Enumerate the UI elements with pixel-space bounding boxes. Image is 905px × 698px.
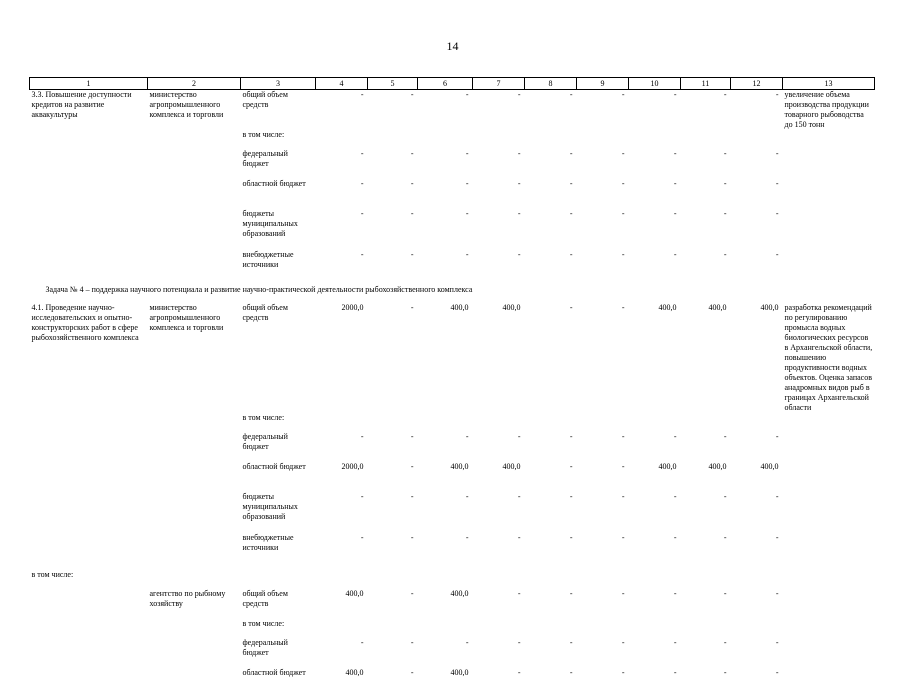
column-number-13: 13: [783, 78, 875, 90]
value-cell-col-9: -: [577, 303, 629, 413]
executor-cell: [148, 492, 241, 533]
value-cell-col-9: [577, 413, 629, 432]
task-heading-row: [30, 278, 875, 303]
expected-result-cell: [783, 619, 875, 638]
value-cell-col-11: -: [681, 209, 731, 250]
value-cell-col-7: -: [473, 432, 525, 462]
column-number-12: 12: [731, 78, 783, 90]
value-cell-col-7: 400,0: [473, 303, 525, 413]
funding-source-cell: общий объем средств: [241, 589, 316, 619]
expected-result-cell: [783, 250, 875, 278]
table-row: [30, 130, 875, 149]
executor-cell: [148, 638, 241, 668]
expected-result-cell: разработка рекомендаций по регулированию промысла водных биологических ресурсов в Архангельской области, повышению продуктивности водных объектов. Оценка запасов анадромных видов рыб в границах Архангельской области: [783, 303, 875, 413]
column-number-7: 7: [473, 78, 525, 90]
value-cell-col-7: -: [473, 533, 525, 561]
value-cell-col-10: -: [629, 209, 681, 250]
value-cell-col-11: -: [681, 492, 731, 533]
value-cell-col-9: -: [577, 432, 629, 462]
table-row: [30, 149, 875, 179]
column-number-1: 1: [30, 78, 148, 90]
measure-name-cell: 3.3. Повышение доступности кредитов на развитие аквакультуры: [30, 90, 148, 131]
value-cell-col-9: -: [577, 149, 629, 179]
column-number-4: 4: [316, 78, 368, 90]
value-cell-col-7: -: [473, 492, 525, 533]
value-cell-col-10: 400,0: [629, 462, 681, 492]
value-cell-col-9: -: [577, 589, 629, 619]
value-cell-col-6: [418, 130, 473, 149]
value-cell-col-5: -: [368, 589, 418, 619]
value-cell-col-12: -: [731, 492, 783, 533]
value-cell-col-8: -: [525, 492, 577, 533]
funding-source-cell: в том числе:: [241, 130, 316, 149]
value-cell-col-11: [681, 413, 731, 432]
value-cell-col-7: [473, 619, 525, 638]
value-cell-col-8: [525, 413, 577, 432]
value-cell-col-4: -: [316, 432, 368, 462]
expected-result-cell: [783, 209, 875, 250]
value-cell-col-8: -: [525, 462, 577, 492]
funding-source-cell: областной бюджет: [241, 668, 316, 698]
value-cell-col-11: -: [681, 432, 731, 462]
value-cell-col-11: [681, 619, 731, 638]
value-cell-col-5: -: [368, 303, 418, 413]
program-table: [29, 77, 875, 698]
value-cell-col-7: -: [473, 638, 525, 668]
measure-name-cell: [30, 209, 148, 250]
table-row: [30, 533, 875, 561]
value-cell-col-6: -: [418, 432, 473, 462]
value-cell-col-8: -: [525, 209, 577, 250]
value-cell-col-4: [316, 130, 368, 149]
value-cell-col-5: -: [368, 462, 418, 492]
funding-source-cell: внебюджетные источники: [241, 250, 316, 278]
funding-source-cell: в том числе:: [241, 413, 316, 432]
measure-name-cell: [30, 668, 148, 698]
value-cell-col-12: 400,0: [731, 462, 783, 492]
funding-source-cell: бюджеты муниципальных образований: [241, 209, 316, 250]
value-cell-col-8: -: [525, 303, 577, 413]
funding-source-cell: федеральный бюджет: [241, 149, 316, 179]
value-cell-col-8: -: [525, 432, 577, 462]
value-cell-col-5: -: [368, 668, 418, 698]
value-cell-col-12: -: [731, 179, 783, 209]
executor-cell: [148, 250, 241, 278]
value-cell-col-12: -: [731, 250, 783, 278]
column-number-6: 6: [418, 78, 473, 90]
value-cell-col-4: -: [316, 149, 368, 179]
value-cell-col-7: 400,0: [473, 462, 525, 492]
value-cell-col-5: [368, 619, 418, 638]
measure-name-cell: [30, 589, 148, 619]
value-cell-col-9: -: [577, 668, 629, 698]
executor-cell: [148, 668, 241, 698]
column-number-5: 5: [368, 78, 418, 90]
measure-name-cell: [30, 130, 148, 149]
value-cell-col-5: [368, 413, 418, 432]
value-cell-col-6: -: [418, 179, 473, 209]
value-cell-col-5: -: [368, 432, 418, 462]
value-cell-col-4: -: [316, 250, 368, 278]
executor-cell: [148, 533, 241, 561]
funding-source-cell: областной бюджет: [241, 462, 316, 492]
value-cell-col-6: -: [418, 492, 473, 533]
table-row: [30, 462, 875, 492]
value-cell-col-8: -: [525, 589, 577, 619]
funding-source-cell: федеральный бюджет: [241, 432, 316, 462]
measure-name-cell: [30, 462, 148, 492]
value-cell-col-4: -: [316, 179, 368, 209]
value-cell-col-10: -: [629, 179, 681, 209]
value-cell-col-6: 400,0: [418, 303, 473, 413]
value-cell-col-8: -: [525, 533, 577, 561]
value-cell-col-5: -: [368, 209, 418, 250]
funding-source-cell: общий объем средств: [241, 303, 316, 413]
table-row: [30, 250, 875, 278]
value-cell-col-6: [418, 413, 473, 432]
value-cell-col-11: 400,0: [681, 462, 731, 492]
page-number: 14: [0, 39, 905, 54]
value-cell-col-5: -: [368, 638, 418, 668]
value-cell-col-11: -: [681, 589, 731, 619]
value-cell-col-7: -: [473, 668, 525, 698]
executor-cell: [148, 619, 241, 638]
executor-cell: [148, 149, 241, 179]
value-cell-col-9: -: [577, 638, 629, 668]
task-heading: Задача № 4 – поддержка научного потенциала и развитие научно-практической деятельности рыбохозяйственного комплекса: [30, 278, 875, 303]
table-row: [30, 619, 875, 638]
value-cell-col-8: [525, 619, 577, 638]
measure-name-cell: [30, 250, 148, 278]
table-body: [30, 90, 875, 698]
value-cell-col-10: -: [629, 533, 681, 561]
measure-name-cell: [30, 492, 148, 533]
value-cell-col-12: -: [731, 589, 783, 619]
value-cell-col-9: [577, 130, 629, 149]
value-cell-col-7: -: [473, 589, 525, 619]
value-cell-col-5: [368, 130, 418, 149]
value-cell-col-5: -: [368, 533, 418, 561]
executor-cell: [148, 432, 241, 462]
column-number-10: 10: [629, 78, 681, 90]
table-row: [30, 432, 875, 462]
measure-name-cell: [30, 179, 148, 209]
value-cell-col-9: -: [577, 209, 629, 250]
value-cell-col-12: -: [731, 432, 783, 462]
measure-name-cell: [30, 638, 148, 668]
table-row: [30, 668, 875, 698]
value-cell-col-5: -: [368, 250, 418, 278]
value-cell-col-4: [316, 413, 368, 432]
value-cell-col-5: -: [368, 492, 418, 533]
value-cell-col-5: -: [368, 179, 418, 209]
value-cell-col-11: -: [681, 179, 731, 209]
value-cell-col-5: -: [368, 149, 418, 179]
column-number-8: 8: [525, 78, 577, 90]
table-row: [30, 638, 875, 668]
value-cell-col-6: -: [418, 250, 473, 278]
value-cell-col-7: -: [473, 179, 525, 209]
executor-cell: агентство по рыбному хозяйству: [148, 589, 241, 619]
funding-source-cell: в том числе:: [241, 619, 316, 638]
value-cell-col-10: -: [629, 668, 681, 698]
value-cell-col-6: 400,0: [418, 589, 473, 619]
value-cell-col-12: [731, 130, 783, 149]
column-number-3: 3: [241, 78, 316, 90]
value-cell-col-6: 400,0: [418, 462, 473, 492]
value-cell-col-4: 400,0: [316, 589, 368, 619]
value-cell-col-5: -: [368, 90, 418, 131]
value-cell-col-6: -: [418, 533, 473, 561]
column-number-9: 9: [577, 78, 629, 90]
executor-cell: [148, 413, 241, 432]
value-cell-col-8: -: [525, 250, 577, 278]
table-row: [30, 90, 875, 131]
value-cell-col-10: 400,0: [629, 303, 681, 413]
value-cell-col-11: -: [681, 668, 731, 698]
table-row: [30, 209, 875, 250]
value-cell-col-4: -: [316, 492, 368, 533]
value-cell-col-11: [681, 130, 731, 149]
value-cell-col-10: -: [629, 90, 681, 131]
measure-name-cell: 4.1. Проведение научно-исследовательских и опытно-конструкторских работ в сфере рыбохозяйственного комплекса: [30, 303, 148, 413]
table-row: [30, 303, 875, 413]
table-row: [30, 179, 875, 209]
value-cell-col-10: -: [629, 250, 681, 278]
value-cell-col-11: -: [681, 533, 731, 561]
expected-result-cell: [783, 492, 875, 533]
value-cell-col-12: -: [731, 209, 783, 250]
value-cell-col-9: -: [577, 179, 629, 209]
value-cell-col-4: 2000,0: [316, 303, 368, 413]
executor-cell: [148, 130, 241, 149]
value-cell-col-8: -: [525, 179, 577, 209]
table-row: [30, 413, 875, 432]
executor-cell: министерство агропромышленного комплекса и торговли: [148, 90, 241, 131]
executor-cell: министерство агропромышленного комплекса и торговли: [148, 303, 241, 413]
table-row: [30, 492, 875, 533]
value-cell-col-8: -: [525, 90, 577, 131]
column-number-2: 2: [148, 78, 241, 90]
value-cell-col-10: -: [629, 149, 681, 179]
subheading-row: [30, 561, 875, 589]
expected-result-cell: [783, 533, 875, 561]
value-cell-col-9: -: [577, 492, 629, 533]
expected-result-cell: увеличение объема производства продукции товарного рыбоводства до 150 тонн: [783, 90, 875, 131]
funding-source-cell: областной бюджет: [241, 179, 316, 209]
funding-source-cell: внебюджетные источники: [241, 533, 316, 561]
expected-result-cell: [783, 432, 875, 462]
funding-source-cell: общий объем средств: [241, 90, 316, 131]
value-cell-col-4: -: [316, 90, 368, 131]
value-cell-col-4: -: [316, 533, 368, 561]
expected-result-cell: [783, 589, 875, 619]
value-cell-col-8: -: [525, 149, 577, 179]
value-cell-col-8: [525, 130, 577, 149]
value-cell-col-10: [629, 130, 681, 149]
column-number-row: [30, 78, 875, 90]
value-cell-col-7: -: [473, 209, 525, 250]
measure-name-cell: [30, 149, 148, 179]
expected-result-cell: [783, 149, 875, 179]
value-cell-col-4: 400,0: [316, 668, 368, 698]
value-cell-col-11: -: [681, 90, 731, 131]
value-cell-col-9: -: [577, 462, 629, 492]
value-cell-col-9: -: [577, 533, 629, 561]
expected-result-cell: [783, 179, 875, 209]
value-cell-col-10: -: [629, 432, 681, 462]
value-cell-col-7: [473, 130, 525, 149]
value-cell-col-10: [629, 619, 681, 638]
value-cell-col-12: -: [731, 638, 783, 668]
subheading: в том числе:: [30, 561, 875, 589]
value-cell-col-12: -: [731, 668, 783, 698]
value-cell-col-6: -: [418, 638, 473, 668]
value-cell-col-12: 400,0: [731, 303, 783, 413]
expected-result-cell: [783, 638, 875, 668]
value-cell-col-4: 2000,0: [316, 462, 368, 492]
value-cell-col-10: [629, 413, 681, 432]
value-cell-col-10: -: [629, 638, 681, 668]
value-cell-col-11: -: [681, 638, 731, 668]
funding-source-cell: бюджеты муниципальных образований: [241, 492, 316, 533]
value-cell-col-8: -: [525, 638, 577, 668]
value-cell-col-6: -: [418, 149, 473, 179]
value-cell-col-6: -: [418, 209, 473, 250]
value-cell-col-11: -: [681, 149, 731, 179]
value-cell-col-12: [731, 619, 783, 638]
measure-name-cell: [30, 619, 148, 638]
value-cell-col-12: -: [731, 149, 783, 179]
expected-result-cell: [783, 130, 875, 149]
executor-cell: [148, 209, 241, 250]
program-table-wrapper: [29, 77, 874, 698]
value-cell-col-10: -: [629, 589, 681, 619]
value-cell-col-7: [473, 413, 525, 432]
value-cell-col-12: -: [731, 533, 783, 561]
value-cell-col-7: -: [473, 149, 525, 179]
value-cell-col-12: -: [731, 90, 783, 131]
value-cell-col-10: -: [629, 492, 681, 533]
value-cell-col-7: -: [473, 90, 525, 131]
expected-result-cell: [783, 462, 875, 492]
expected-result-cell: [783, 413, 875, 432]
measure-name-cell: [30, 413, 148, 432]
value-cell-col-4: [316, 619, 368, 638]
value-cell-col-11: 400,0: [681, 303, 731, 413]
value-cell-col-4: -: [316, 209, 368, 250]
value-cell-col-6: 400,0: [418, 668, 473, 698]
expected-result-cell: [783, 668, 875, 698]
executor-cell: [148, 462, 241, 492]
value-cell-col-6: [418, 619, 473, 638]
table-row: [30, 589, 875, 619]
value-cell-col-9: -: [577, 90, 629, 131]
value-cell-col-9: [577, 619, 629, 638]
value-cell-col-6: -: [418, 90, 473, 131]
executor-cell: [148, 179, 241, 209]
value-cell-col-9: -: [577, 250, 629, 278]
value-cell-col-12: [731, 413, 783, 432]
measure-name-cell: [30, 533, 148, 561]
column-number-11: 11: [681, 78, 731, 90]
value-cell-col-7: -: [473, 250, 525, 278]
value-cell-col-8: -: [525, 668, 577, 698]
measure-name-cell: [30, 432, 148, 462]
value-cell-col-4: -: [316, 638, 368, 668]
funding-source-cell: федеральный бюджет: [241, 638, 316, 668]
value-cell-col-11: -: [681, 250, 731, 278]
